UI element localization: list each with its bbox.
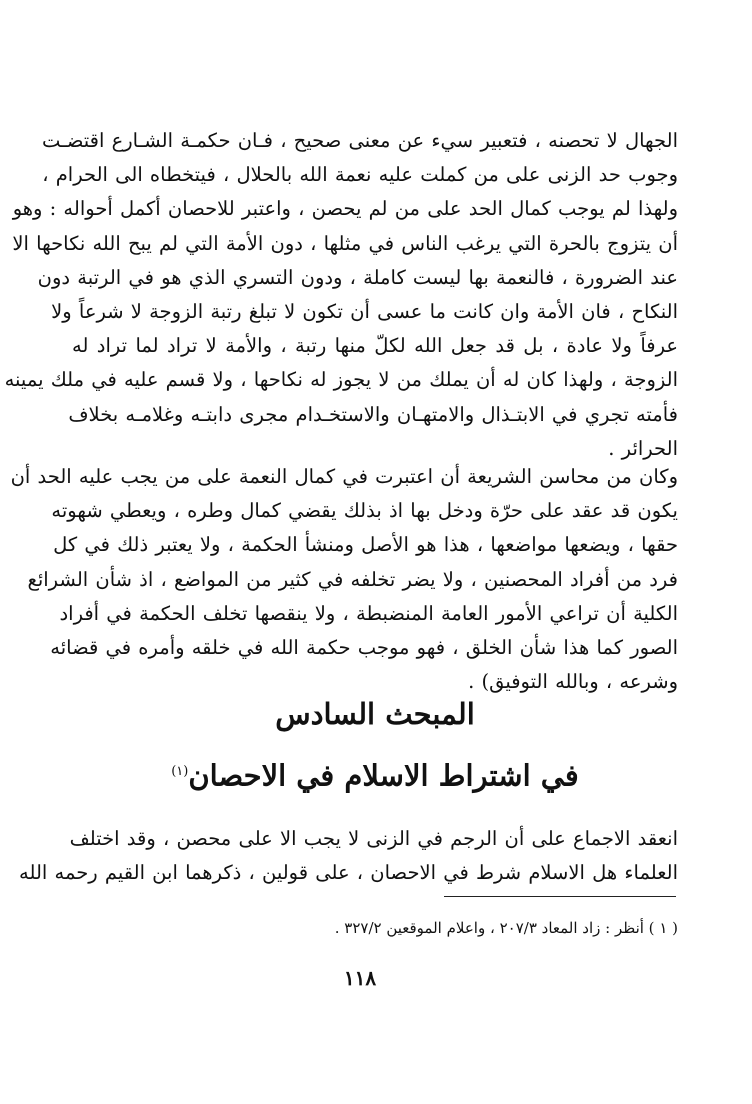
text-line: أن يتزوج بالحرة التي يرغب الناس في مثلها ، دون الأمة التي لم يبح الله نكاحها الا (12, 231, 678, 255)
text-line: الحرائر . (608, 436, 678, 460)
text-line: الصور كما هذا شأن الخلق ، فهو موجب حكمة الله في خلقه وأمره في قضائه (50, 636, 678, 660)
text-line: يكون قد عقد على حرّة ودخل بها اذ بذلك يقضي كمال وطره ، ويعطي شهوته (51, 499, 678, 523)
text-line: النكاح ، فان الأمة وان كانت ما عسى أن تكون لا تبلغ رتبة الزوجة لا شرعاً ولا (51, 300, 678, 324)
text-line: عرفاً ولا عادة ، بل قد جعل الله لكلّ منها رتبة ، والأمة لا تراد لما تراد له (72, 334, 678, 358)
text-line: حقها ، ويضعها مواضعها ، هذا هو الأصل ومنشأ الحكمة ، ولا يعتبر ذلك في كل (53, 533, 678, 557)
text-line: الجهال لا تحصنه ، فتعبير سيء عن معنى صحيح ، فـان حكمـة الشـارع اقتضـت (41, 129, 678, 152)
text-line: فأمته تجري في الابتـذال والامتهـان والاستخـدام مجرى دابتـه وغلامـه بخلاف (68, 402, 678, 426)
footnote-marker: (١) (171, 764, 189, 779)
text-line: عند الضرورة ، فالنعمة بها ليست كاملة ، ودون التسري الذي هو في الرتبة دون (37, 265, 678, 289)
text-line: وجوب حد الزنى على من كملت عليه نعمة الله بالحلال ، فيتخطاه الى الحرام ، (42, 163, 678, 187)
footnote: ( ١ ) أنظر : زاد المعاد ٢٠٧/٣ ، واعلام الموقعين ٣٢٧/٢ . (334, 919, 678, 937)
text-line: الزوجة ، ولهذا كان له أن يملك من لا يجوز له نكاحها ، ولا قسم عليه في ملك يمينه (4, 368, 678, 392)
section-subtitle (72, 752, 678, 796)
text-line: العلماء هل الاسلام شرط في الاحصان ، على قولين ، ذكرهما ابن القيم رحمه الله (19, 861, 678, 885)
paragraph-1 (4, 124, 678, 466)
paragraph-3 (19, 822, 678, 890)
section-heading: المبحث السادس (275, 697, 475, 731)
page-number: ١١٨ (343, 966, 377, 990)
subtitle-text: في اشتراط الاسلام في الاحصان (188, 758, 579, 793)
text-line: انعقد الاجماع على أن الرجم في الزنى لا يجب الا على محصن ، وقد اختلف (69, 827, 678, 850)
text-line: الكلية أن تراعي الأمور العامة المنضبطة ، ولا ينقصها تخلف الحكمة في أفراد (59, 601, 678, 625)
footnote-divider (444, 896, 676, 897)
paragraph-2 (10, 460, 678, 699)
text-line: وكان من محاسن الشريعة أن اعتبرت في كمال النعمة على من يجب عليه الحد أن (10, 465, 678, 488)
text-line: فرد من أفراد المحصنين ، ولا يضر تخلفه في كثير من المواضع ، اذ شأن الشرائع (27, 567, 678, 591)
text-line: وشرعه ، وبالله التوفيق) . (468, 670, 678, 694)
text-line: ولهذا لم يوجب كمال الحد على من لم يحصن ، واعتبر للاحصان أكمل أحواله : وهو (12, 197, 678, 221)
